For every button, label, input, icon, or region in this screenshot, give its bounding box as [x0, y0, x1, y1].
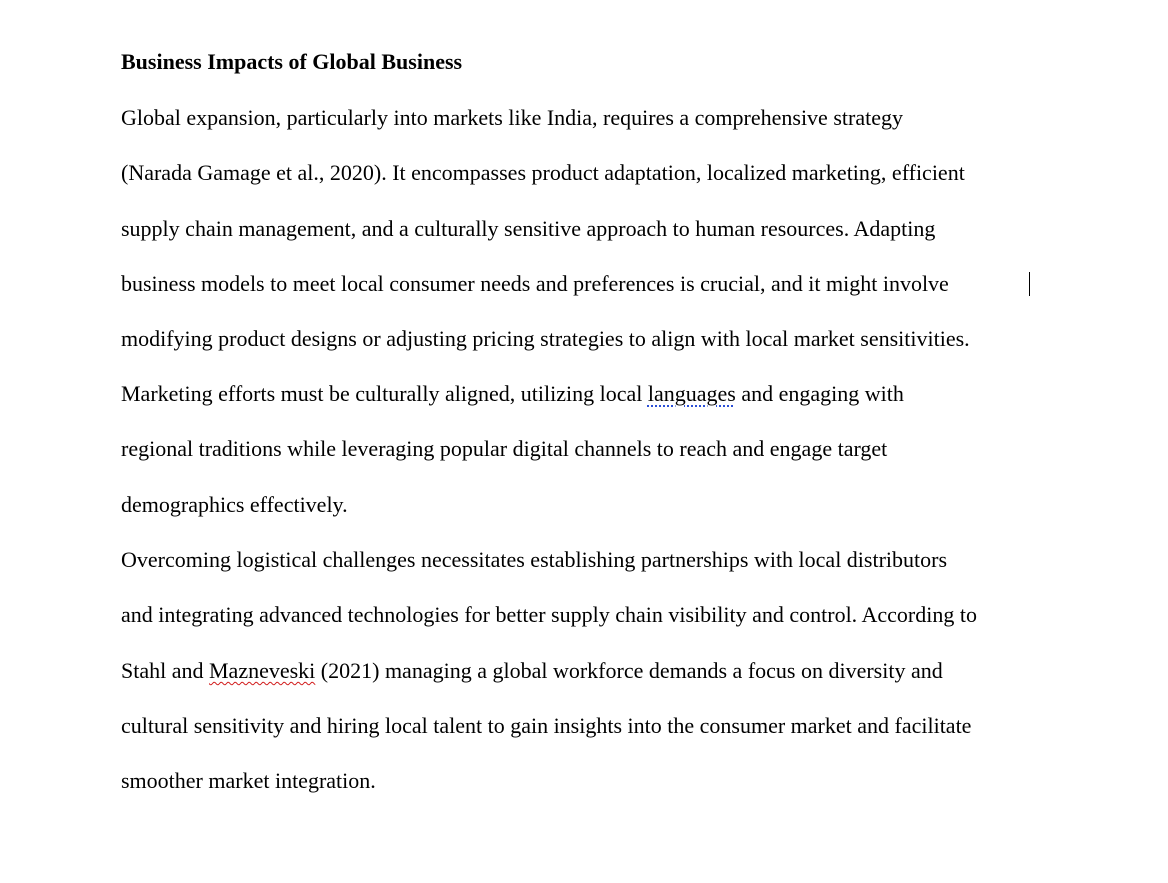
text-line: business models to meet local consumer needs and preferences is crucial, and it might involve [121, 271, 949, 296]
text-cursor [1029, 272, 1030, 296]
text-line: demographics effectively. [121, 492, 348, 517]
text-line: supply chain management, and a culturally sensitive approach to human resources. Adapting [121, 216, 936, 241]
text-line: Global expansion, particularly into markets like India, requires a comprehensive strategy [121, 105, 903, 130]
text-run: and engaging with [735, 381, 904, 406]
text-run: Stahl and [121, 658, 209, 683]
text-line: Overcoming logistical challenges necessitates establishing partnerships with local distributors [121, 547, 948, 572]
text-line: modifying product designs or adjusting pricing strategies to align with local market sensitivities. [121, 326, 970, 351]
text-line: (Narada Gamage et al., 2020). It encompasses product adaptation, localized marketing, efficient [121, 160, 965, 185]
text-line [121, 380, 904, 408]
text-run: Marketing efforts must be culturally aligned, utilizing local [121, 381, 648, 406]
grammar-flagged-word[interactable]: languages [647, 381, 736, 406]
spelling-flagged-word[interactable]: Mazneveski [209, 658, 316, 683]
text-line [121, 657, 943, 685]
text-line: regional traditions while leveraging popular digital channels to reach and engage target [121, 436, 888, 461]
text-line: smoother market integration. [121, 768, 376, 793]
document-heading: Business Impacts of Global Business [121, 49, 463, 74]
text-line: cultural sensitivity and hiring local talent to gain insights into the consumer market and facilitate [121, 713, 972, 738]
text-run: (2021) managing a global workforce demands a focus on diversity and [315, 658, 943, 683]
text-line: and integrating advanced technologies for better supply chain visibility and control. According to [121, 602, 977, 627]
